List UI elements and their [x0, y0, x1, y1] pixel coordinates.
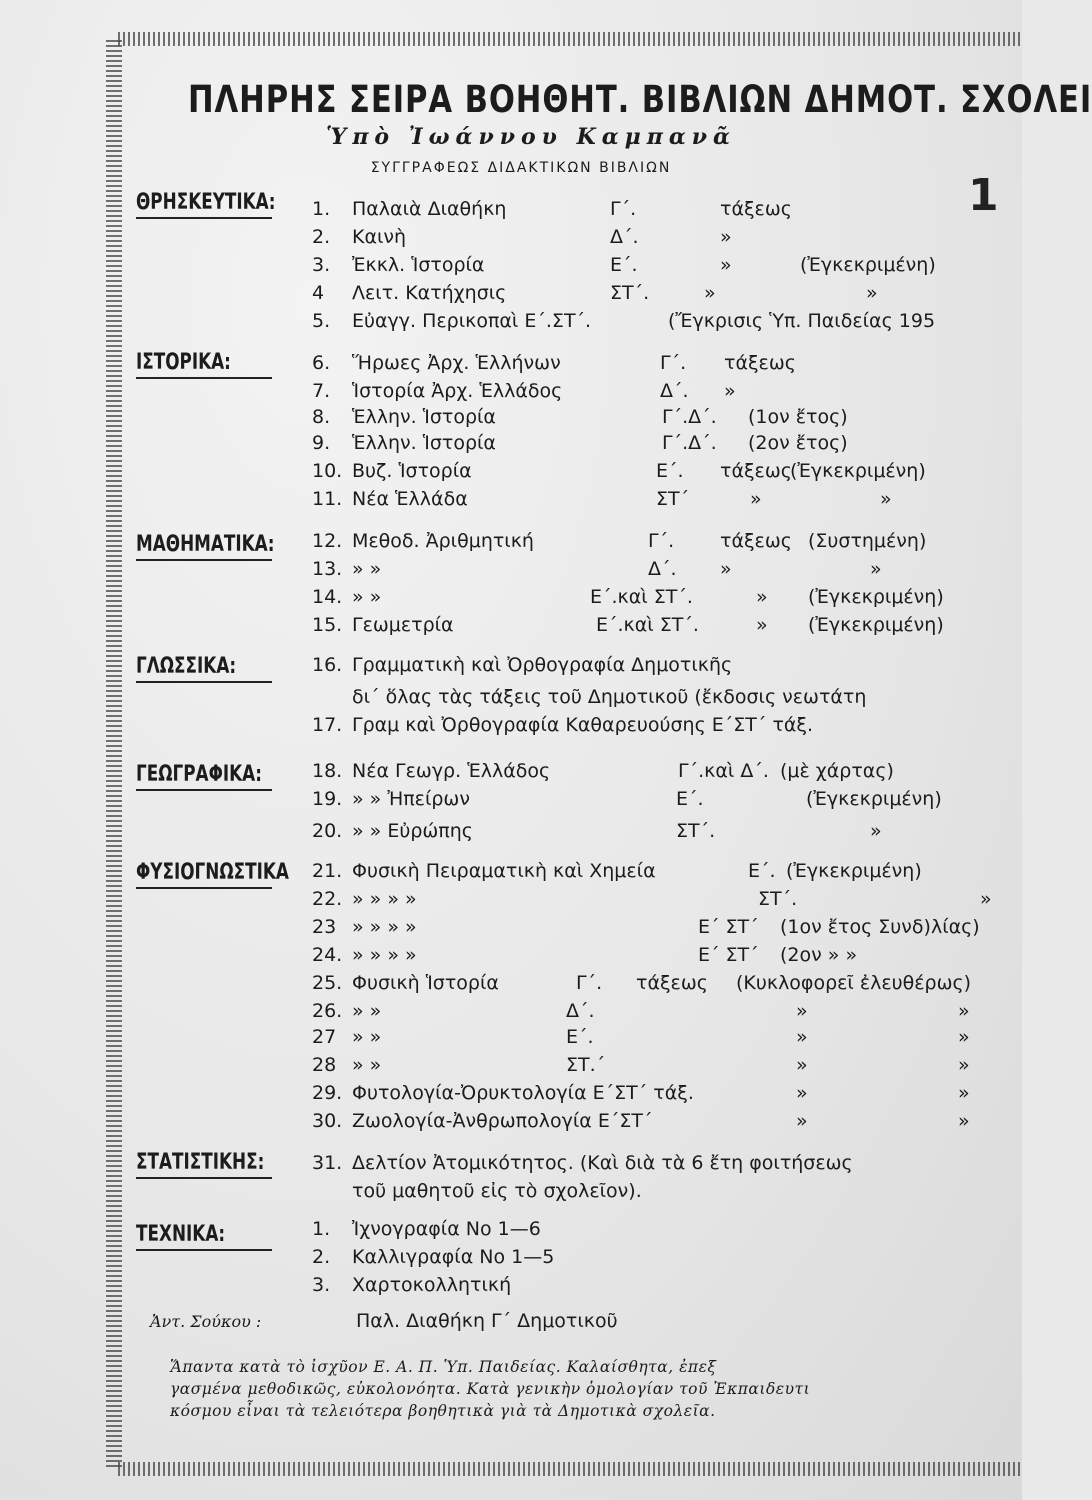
book-num: 8.: [312, 406, 331, 428]
book-row: [0, 860, 1022, 886]
book-extra: (μὲ χάρτας): [780, 760, 894, 782]
book-row: [0, 406, 1022, 432]
book-title: Γεωμετρία: [352, 614, 454, 636]
book-num: 28: [312, 1054, 337, 1076]
book-extra: »: [720, 254, 732, 276]
book-num: 30.: [312, 1110, 343, 1132]
book-row: [0, 1082, 1022, 1108]
book-extra: τάξεως: [724, 352, 796, 374]
book-row: [0, 432, 1022, 458]
book-extra: τάξεως: [720, 530, 792, 552]
book-num: 17.: [312, 714, 343, 736]
book-num: 2.: [312, 1246, 331, 1268]
book-grade: Γ΄.Δ΄.: [662, 432, 717, 454]
book-extra: (2ον ἔτος): [748, 432, 848, 454]
book-extra: »: [720, 558, 732, 580]
book-note: (Ἐγκεκριμένη): [808, 614, 944, 636]
book-grade: Δ΄.: [648, 558, 677, 580]
book-grade: Δ΄.: [566, 1000, 595, 1022]
stamp-number: 1: [968, 170, 999, 221]
book-note: »: [958, 1000, 970, 1022]
book-grade: Ε΄.: [748, 860, 776, 882]
book-title: Φυσικὴ Ἱστορία: [352, 972, 499, 994]
book-num: 4: [312, 282, 325, 304]
representative-label: Ἀντ. Σούκου :: [150, 1312, 262, 1331]
page-title: ΠΛΗΡΗΣ ΣΕΙΡΑ ΒΟΗΘΗΤ. ΒΙΒΛΙΩΝ ΔΗΜΟΤ. ΣΧΟΛΕΙ: [188, 78, 1092, 121]
book-note: »: [958, 1026, 970, 1048]
top-border-ornament: [118, 32, 1022, 46]
book-grade: Ε΄.καὶ ΣΤ΄.: [596, 614, 699, 636]
book-row: [0, 614, 1022, 640]
book-num: 24.: [312, 944, 343, 966]
book-title: Καλλιγραφία Νο 1—5: [352, 1246, 555, 1268]
book-row: [0, 226, 1022, 252]
book-num: 7.: [312, 380, 331, 402]
book-num: 19.: [312, 788, 343, 810]
footer-line: Ἅπαντα κατὰ τὸ ἰσχῦον Ε. Α. Π. Ὑπ. Παιδείας. Καλαίσθητα, ἐπεξ: [170, 1358, 717, 1376]
book-num: 3.: [312, 1274, 331, 1296]
book-title: » » Ἠπείρων: [352, 788, 470, 810]
book-num: 25.: [312, 972, 343, 994]
book-row: [0, 1152, 1022, 1178]
book-row: [0, 714, 1022, 740]
book-row: [0, 586, 1022, 612]
book-note: »: [870, 820, 882, 842]
book-row: [0, 254, 1022, 280]
footer-note: [170, 1356, 1022, 1422]
book-extra: (Ἐγκεκριμένη): [786, 860, 922, 882]
book-note: (Κυκλοφορεῖ ἐλευθέρως): [736, 972, 972, 994]
book-title: » » » »: [352, 888, 417, 910]
book-num: 21.: [312, 860, 343, 882]
book-row: [0, 1218, 1022, 1244]
category-physical-sciences: ΦΥΣΙΟΓΝΩΣΤΙΚΑ: [136, 860, 272, 889]
book-title: Μεθοδ. Ἀριθμητική: [352, 530, 534, 552]
book-note: (Ἐγκεκριμένη): [800, 254, 936, 276]
book-note: (Ἔγκρισις Ὑπ. Παιδείας 195: [668, 310, 936, 332]
book-title: Παλαιὰ Διαθήκη: [352, 198, 507, 220]
book-title: Γραμματικὴ καὶ Ὀρθογραφία Δημοτικῆς: [352, 654, 733, 676]
book-grade: Ε΄ ΣΤ΄: [698, 944, 759, 966]
book-extra: (2ον » »: [780, 944, 858, 966]
book-title: Ἑλλην. Ἱστορία: [352, 432, 496, 454]
book-extra: τάξεως: [636, 972, 708, 994]
book-row: [0, 352, 1022, 378]
book-row: [0, 1274, 1022, 1300]
book-num: 1.: [312, 1218, 331, 1240]
book-row: [0, 686, 1022, 712]
book-title: Βυζ. Ἱστορία: [352, 460, 472, 482]
book-title: » » » »: [352, 916, 417, 938]
book-row: [0, 654, 1022, 680]
book-title: » » » »: [352, 944, 417, 966]
book-row: [0, 1110, 1022, 1136]
book-extra: τάξεως: [720, 198, 792, 220]
book-grade: Ε΄.: [610, 254, 638, 276]
book-extra: »: [796, 1082, 808, 1104]
book-num: 18.: [312, 760, 343, 782]
book-num: 26.: [312, 1000, 343, 1022]
book-num: 29.: [312, 1082, 343, 1104]
book-title: Ἥρωες Ἀρχ. Ἑλλήνων: [352, 352, 561, 374]
book-row: [0, 380, 1022, 406]
book-note: »: [958, 1082, 970, 1104]
book-note: »: [870, 558, 882, 580]
book-row: [0, 972, 1022, 998]
book-row: [0, 1054, 1022, 1080]
book-grade: Ε΄ ΣΤ΄: [698, 916, 759, 938]
category-geography: ΓΕΩΓΡΑΦΙΚΑ:: [136, 762, 272, 791]
book-num: 23: [312, 916, 337, 938]
book-num: 16.: [312, 654, 343, 676]
book-row: [0, 1026, 1022, 1052]
category-language: ΓΛΩΣΣΙΚΑ:: [136, 654, 272, 683]
book-title: Ἐκκλ. Ἱστορία: [352, 254, 485, 276]
book-num: 27: [312, 1026, 337, 1048]
book-title: Χαρτοκολλητική: [352, 1274, 512, 1296]
book-grade: Ε΄.καὶ ΣΤ΄.: [590, 586, 693, 608]
book-note: »: [866, 282, 878, 304]
book-title: Ἰχνογραφία Νο 1—6: [352, 1218, 541, 1240]
book-title: Γραμ καὶ Ὀρθογραφία Καθαρευούσης Ε΄ΣΤ΄ τάξ.: [352, 714, 814, 736]
book-row: [0, 198, 1022, 224]
book-note: (Συστημένη): [808, 530, 927, 552]
book-num: 2.: [312, 226, 331, 248]
book-grade: Γ΄.: [610, 198, 637, 220]
book-title: » » Εὐρώπης: [352, 820, 473, 842]
book-num: 3.: [312, 254, 331, 276]
book-num: 14.: [312, 586, 343, 608]
book-title: » »: [352, 558, 382, 580]
book-row: [0, 1246, 1022, 1272]
book-extra: (1ον ἔτος Συνδ)λίας): [780, 916, 980, 938]
book-row: [0, 916, 1022, 942]
book-note: »: [958, 1110, 970, 1132]
book-title: Δελτίον Ἀτομικότητος. (Καὶ διὰ τὰ 6 ἔτη φοιτήσεως: [352, 1152, 853, 1174]
footer-line: γασμένα μεθοδικῶς, εὐκολονόητα. Κατὰ γενικὴν ὁμολογίαν τοῦ Ἐκπαιδευτι: [170, 1380, 811, 1398]
book-grade: ΣΤ΄.: [676, 820, 716, 842]
book-extra: »: [796, 1054, 808, 1076]
book-extra: »: [704, 282, 716, 304]
bottom-border-ornament: [118, 1462, 1022, 1476]
book-title: » »: [352, 1026, 382, 1048]
book-grade: Γ΄.καὶ Δ΄.: [678, 760, 769, 782]
book-title: » »: [352, 1000, 382, 1022]
category-history: ΙΣΤΟΡΙΚΑ:: [136, 350, 272, 379]
author-line: Ὑπὸ Ἰωάννου Καμπανᾶ: [326, 124, 736, 150]
book-title: Νέα Γεωγρ. Ἑλλάδος: [352, 760, 551, 782]
book-num: 9.: [312, 432, 331, 454]
book-num: 20.: [312, 820, 343, 842]
book-title: Νέα Ἑλλάδα: [352, 488, 468, 510]
book-row: [0, 788, 1022, 814]
book-extra: τάξεως: [720, 460, 792, 482]
book-row: [0, 310, 1022, 336]
book-note: (Ἐγκεκριμένη): [808, 586, 944, 608]
book-title: Ἑλλην. Ἱστορία: [352, 406, 496, 428]
book-row: [0, 888, 1022, 914]
author-subtitle: ΣΥΓΓΡΑΦΕΩΣ ΔΙΔΑΚΤΙΚΩΝ ΒΙΒΛΙΩΝ: [370, 160, 672, 176]
book-grade: ΣΤ΄.: [610, 282, 650, 304]
book-title: » »: [352, 1054, 382, 1076]
book-title: τοῦ μαθητοῦ εἰς τὸ σχολεῖον).: [352, 1180, 642, 1202]
book-num: 22.: [312, 888, 343, 910]
book-title: Φυσικὴ Πειραματικὴ καὶ Χημεία: [352, 860, 656, 882]
book-grade: ΣΤ΄.: [758, 888, 798, 910]
book-num: 6.: [312, 352, 331, 374]
book-grade: ΣΤ.΄: [566, 1054, 606, 1076]
book-row: [0, 460, 1022, 486]
book-extra: »: [720, 226, 732, 248]
book-num: 15.: [312, 614, 343, 636]
book-extra: (1ον ἔτος): [748, 406, 848, 428]
footer-line: κόσμου εἶναι τὰ τελειότερα βοηθητικὰ γιὰ τὰ Δημοτικὰ σχολεῖα.: [170, 1402, 716, 1420]
book-note: (Ἐγκεκριμένη): [806, 788, 942, 810]
book-row: [0, 530, 1022, 556]
book-extra: »: [796, 1026, 808, 1048]
book-row: [0, 1000, 1022, 1026]
book-note: »: [880, 488, 892, 510]
book-title: Λειτ. Κατήχησις: [352, 282, 507, 304]
book-row: [0, 282, 1022, 308]
book-row: [0, 1180, 1022, 1206]
book-title: Ἱστορία Ἀρχ. Ἑλλάδος: [352, 380, 563, 402]
book-note: (Ἐγκεκριμένη): [790, 460, 926, 482]
book-row: [0, 488, 1022, 514]
book-grade: Γ΄.: [648, 530, 675, 552]
book-note: »: [958, 1054, 970, 1076]
category-math: ΜΑΘΗΜΑΤΙΚΑ:: [136, 532, 272, 561]
book-num: 1.: [312, 198, 331, 220]
book-grade: Δ΄.: [610, 226, 639, 248]
representative-value: Παλ. Διαθήκη Γ΄ Δημοτικοῦ: [356, 1310, 618, 1332]
book-extra: »: [796, 1110, 808, 1132]
book-title: Φυτολογία-Ὀρυκτολογία Ε΄ΣΤ΄ τάξ.: [352, 1082, 694, 1104]
book-row: [0, 558, 1022, 584]
book-grade: Ε΄.: [676, 788, 704, 810]
book-grade: Ε΄.: [656, 460, 684, 482]
book-grade: Γ΄.: [576, 972, 603, 994]
book-title: δι΄ ὅλας τὰς τάξεις τοῦ Δημοτικοῦ (ἔκδοσις νεωτάτη: [352, 686, 867, 708]
book-row: [0, 820, 1022, 846]
book-extra: »: [756, 614, 768, 636]
book-row: [0, 760, 1022, 786]
book-extra: »: [756, 586, 768, 608]
book-title: Καινὴ: [352, 226, 407, 248]
book-grade: Γ΄.: [660, 352, 687, 374]
book-grade: Ε΄.: [566, 1026, 594, 1048]
book-num: 13.: [312, 558, 343, 580]
book-grade: Γ΄.Δ΄.: [662, 406, 717, 428]
book-num: 12.: [312, 530, 343, 552]
book-extra: »: [750, 488, 762, 510]
book-extra: »: [724, 380, 736, 402]
book-extra: »: [796, 1000, 808, 1022]
book-num: 10.: [312, 460, 343, 482]
book-row: [0, 944, 1022, 970]
book-title: Εὐαγγ. Περικοπαὶ Ε΄.ΣΤ΄.: [352, 310, 592, 332]
book-note: »: [980, 888, 992, 910]
category-religious: ΘΡΗΣΚΕΥΤΙΚΑ:: [136, 190, 272, 219]
book-num: 31.: [312, 1152, 343, 1174]
category-technical: ΤΕΧΝΙΚΑ:: [136, 1222, 272, 1251]
book-grade: ΣΤ΄: [656, 488, 690, 510]
book-title: Ζωολογία-Ἀνθρωπολογία Ε΄ΣΤ΄: [352, 1110, 653, 1132]
category-statistics: ΣΤΑΤΙΣΤΙΚΗΣ:: [136, 1150, 272, 1179]
book-grade: Δ΄.: [660, 380, 689, 402]
book-num: 11.: [312, 488, 343, 510]
book-title: » »: [352, 586, 382, 608]
book-num: 5.: [312, 310, 331, 332]
